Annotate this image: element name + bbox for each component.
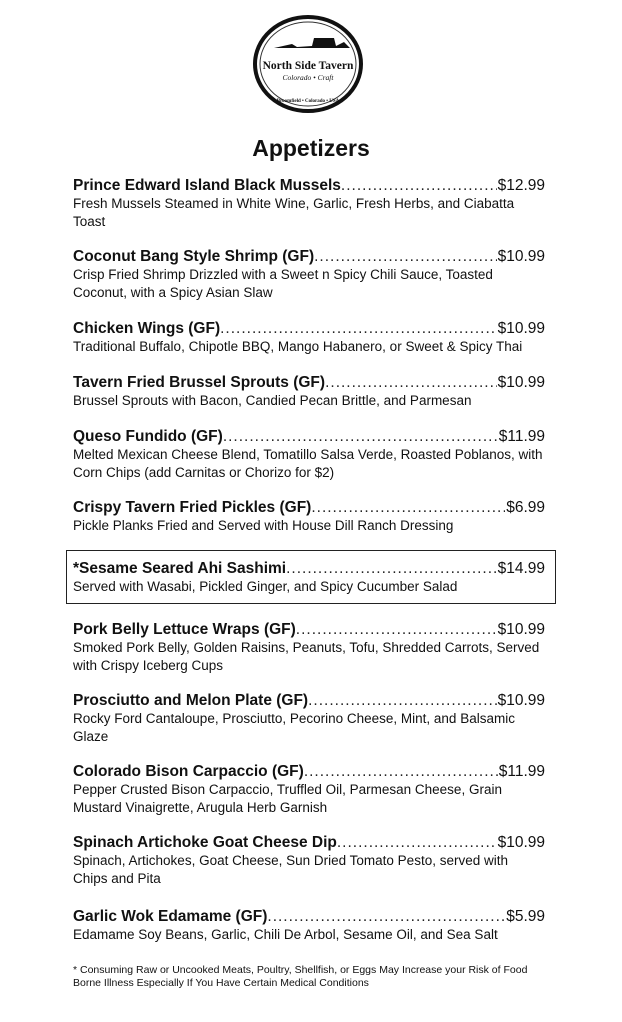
item-name: Colorado Bison Carpaccio (GF) <box>73 763 304 780</box>
menu-item <box>73 692 545 746</box>
item-description: Served with Wasabi, Pickled Ginger, and Spicy Cucumber Salad <box>73 579 458 594</box>
item-description: Rocky Ford Cantaloupe, Prosciutto, Pecorino Cheese, Mint, and Balsamic Glaze <box>73 711 515 744</box>
item-name: Garlic Wok Edamame (GF) <box>73 908 268 925</box>
item-description: Traditional Buffalo, Chipotle BBQ, Mango Habanero, or Sweet & Spicy Thai <box>73 339 523 354</box>
item-price: $10.99 <box>497 320 545 337</box>
logo-ring: Broomfield • Colorado • USA <box>276 99 340 104</box>
dot-leader <box>286 560 496 578</box>
menu-item-header <box>73 177 545 195</box>
item-price: $11.99 <box>498 763 545 780</box>
item-name: Queso Fundido (GF) <box>73 428 223 445</box>
menu-item-header <box>73 908 545 926</box>
menu-item-header <box>73 428 545 446</box>
item-name: Chicken Wings (GF) <box>73 320 221 337</box>
menu-item <box>73 374 545 410</box>
item-price: $14.99 <box>497 560 545 577</box>
menu-item-header <box>73 692 545 710</box>
item-description: Spinach, Artichokes, Goat Cheese, Sun Dried Tomato Pesto, served with Chips and Pita <box>73 853 508 886</box>
dot-leader <box>325 374 497 392</box>
item-name: Coconut Bang Style Shrimp (GF) <box>73 248 315 265</box>
menu-item-header <box>73 320 545 338</box>
menu-item <box>73 320 545 356</box>
item-name: Crispy Tavern Fried Pickles (GF) <box>73 499 312 516</box>
dot-leader <box>341 177 497 195</box>
item-description: Crisp Fried Shrimp Drizzled with a Sweet n Spicy Chili Sauce, Toasted Coconut, with a Spicy Asian Slaw <box>73 267 493 300</box>
item-name: Spinach Artichoke Goat Cheese Dip <box>73 834 337 851</box>
dot-leader <box>267 908 505 926</box>
item-description: Fresh Mussels Steamed in White Wine, Garlic, Fresh Herbs, and Ciabatta Toast <box>73 196 515 229</box>
menu-item <box>73 248 545 302</box>
dot-leader <box>314 248 496 266</box>
item-name: *Sesame Seared Ahi Sashimi <box>73 560 287 577</box>
item-price: $10.99 <box>497 692 545 709</box>
dot-leader <box>311 499 505 517</box>
section-title: Appetizers <box>252 135 370 161</box>
item-price: $11.99 <box>498 428 545 445</box>
dot-leader <box>220 320 496 338</box>
menu-item-header <box>73 621 545 639</box>
logo-tagline: Colorado • Craft <box>282 73 334 82</box>
item-price: $10.99 <box>497 374 545 391</box>
menu-item <box>73 177 545 231</box>
dot-leader <box>296 621 497 639</box>
raw-food-disclaimer: * Consuming Raw or Uncooked Meats, Poultry, Shellfish, or Eggs May Increase your Risk of Food Borne Illness Especially If You Have Certain Medical Conditions <box>73 964 528 989</box>
item-name: Prosciutto and Melon Plate (GF) <box>73 692 309 709</box>
item-description: Smoked Pork Belly, Golden Raisins, Peanuts, Tofu, Shredded Carrots, Served with Crispy Iceberg Cups <box>73 640 540 673</box>
dot-leader <box>223 428 498 446</box>
item-price: $12.99 <box>497 177 545 194</box>
menu-item <box>73 560 545 596</box>
logo-name: North Side Tavern <box>262 60 354 72</box>
item-price: $5.99 <box>506 908 545 925</box>
item-description: Pepper Crusted Bison Carpaccio, Truffled Oil, Parmesan Cheese, Grain Mustard Vinaigrette, Arugula Herb Garnish <box>73 782 502 815</box>
menu-item <box>73 499 545 535</box>
dot-leader <box>337 834 497 852</box>
item-name: Prince Edward Island Black Mussels <box>73 177 341 194</box>
menu-item-header <box>73 374 545 392</box>
menu-item <box>73 428 545 482</box>
item-name: Tavern Fried Brussel Sprouts (GF) <box>73 374 326 391</box>
menu-item-header <box>73 834 545 852</box>
tavern-logo <box>252 14 364 114</box>
menu-item-header <box>73 248 545 266</box>
menu-item-header <box>73 763 545 781</box>
menu-item-header <box>73 560 545 578</box>
menu-item-header <box>73 499 545 517</box>
item-price: $10.99 <box>497 834 545 851</box>
menu-item <box>73 834 545 888</box>
item-description: Edamame Soy Beans, Garlic, Chili De Arbol, Sesame Oil, and Sea Salt <box>73 927 498 942</box>
menu-item <box>73 908 545 944</box>
menu-item <box>73 763 545 817</box>
item-name: Pork Belly Lettuce Wraps (GF) <box>73 621 296 638</box>
item-description: Melted Mexican Cheese Blend, Tomatillo Salsa Verde, Roasted Poblanos, with Corn Chips (add Carnitas or Chorizo for $2) <box>73 447 543 480</box>
item-price: $6.99 <box>506 499 545 516</box>
dot-leader <box>304 763 498 781</box>
item-price: $10.99 <box>497 248 545 265</box>
item-price: $10.99 <box>497 621 545 638</box>
item-description: Pickle Planks Fried and Served with House Dill Ranch Dressing <box>73 518 454 533</box>
dot-leader <box>308 692 496 710</box>
menu-item <box>73 621 545 675</box>
item-description: Brussel Sprouts with Bacon, Candied Pecan Brittle, and Parmesan <box>73 393 472 408</box>
